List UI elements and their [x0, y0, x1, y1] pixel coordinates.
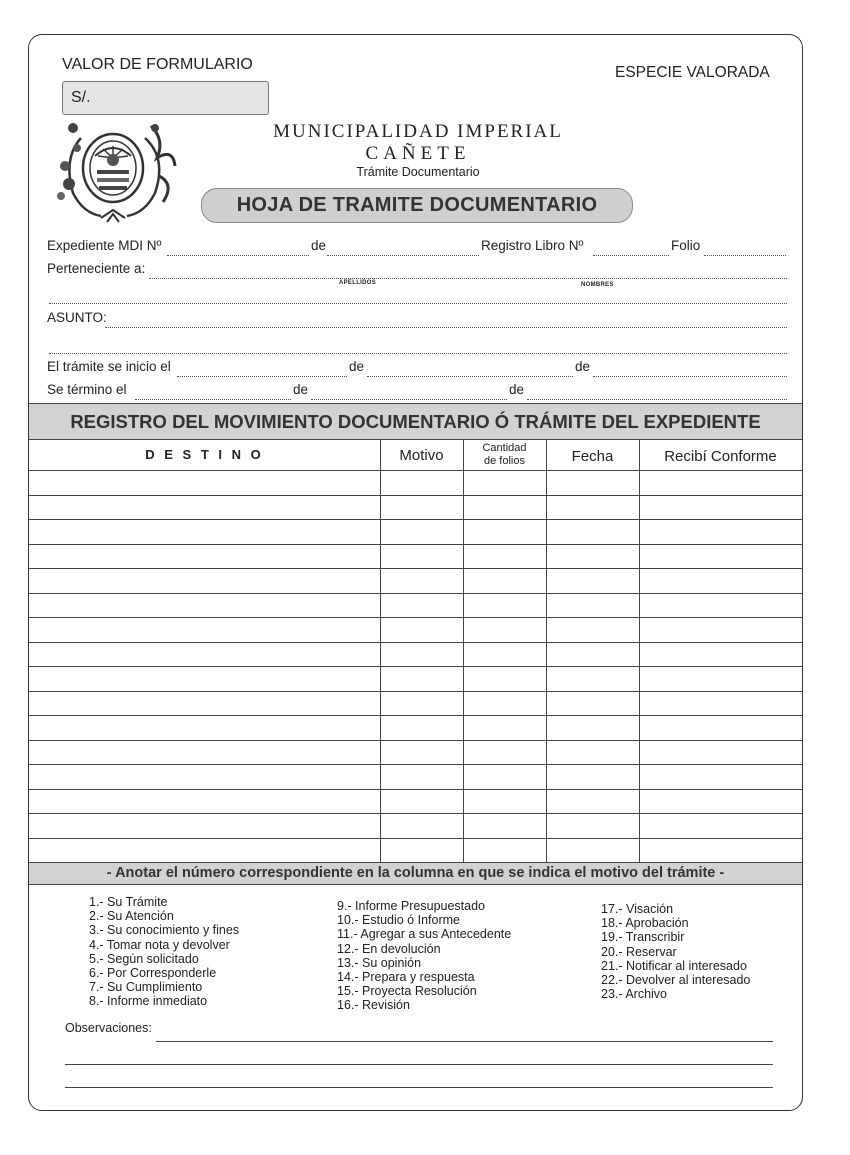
form-title-banner — [201, 188, 633, 223]
asunto-label: ASUNTO: — [47, 310, 107, 325]
table-row[interactable] — [29, 764, 802, 765]
motivo-note: - Anotar el número correspondiente en la columna en que se indica el motivo del trámite - — [106, 865, 725, 881]
de-label-3: de — [575, 359, 591, 374]
inicio-label: El trámite se inicio el — [47, 359, 171, 374]
asunto-field[interactable] — [105, 327, 787, 328]
table-row[interactable] — [29, 789, 802, 790]
table-row[interactable] — [29, 813, 802, 814]
motivo-item: 9.- Informe Presupuestado — [337, 899, 485, 913]
motivos-list-3 — [601, 902, 750, 1001]
termino-day-field[interactable] — [135, 399, 291, 400]
table-row[interactable] — [29, 715, 802, 716]
column-divider — [463, 439, 464, 862]
column-divider — [639, 439, 640, 862]
motivo-item: 5.- Según solicitado — [89, 951, 199, 966]
termino-month-field[interactable] — [311, 399, 507, 400]
termino-year-field[interactable] — [527, 399, 787, 400]
table-row[interactable] — [29, 617, 802, 618]
nombres-caption: NOMBRES — [581, 282, 614, 288]
motivo-item: 14.- Prepara y respuesta — [337, 970, 475, 985]
motivo-item: 10.- Estudio ó Informe — [337, 913, 460, 928]
motivo-item: 12.- En devolución — [337, 941, 441, 956]
motivo-item: 3.- Su conocimiento y fines — [89, 923, 240, 938]
motivo-item: 22.- Devolver al interesado — [601, 973, 751, 988]
motivos-list-1 — [89, 895, 239, 1009]
motivo-item: 19.- Transcribir — [601, 930, 685, 945]
asunto-field-line-2[interactable] — [49, 353, 787, 354]
observaciones-field-line-2[interactable] — [65, 1064, 773, 1065]
de-label-2: de — [349, 359, 365, 374]
header-motivo: Motivo — [399, 447, 444, 464]
table-row[interactable] — [29, 642, 802, 643]
registro-title: REGISTRO DEL MOVIMIENTO DOCUMENTARIO Ó TRÁMITE DEL EXPEDIENTE — [70, 411, 761, 432]
document-page — [28, 34, 803, 1111]
expediente-date-field[interactable] — [327, 255, 479, 256]
de-label-1: de — [311, 238, 327, 253]
table-row[interactable] — [29, 666, 802, 667]
registro-table — [29, 439, 802, 862]
department-subtitle: Trámite Documentario — [356, 165, 480, 179]
table-row[interactable] — [29, 740, 802, 741]
motivo-item: 15.- Proyecta Resolución — [337, 984, 477, 999]
perteneciente-label: Perteneciente a: — [47, 261, 146, 276]
valor-amount-field[interactable] — [62, 81, 269, 115]
perteneciente-field[interactable] — [149, 278, 787, 279]
motivo-item: 21.- Notificar al interesado — [601, 958, 747, 973]
motivo-item: 2.- Su Atención — [89, 909, 174, 924]
termino-label: Se término el — [47, 382, 127, 397]
form-title: HOJA DE TRAMITE DOCUMENTARIO — [236, 194, 598, 216]
table-row[interactable] — [29, 593, 802, 594]
motivo-item: 11.- Agregar a sus Antecedente — [337, 927, 512, 942]
table-row[interactable] — [29, 691, 802, 692]
note-banner — [29, 862, 802, 885]
header-cantidad-line2: de folios — [484, 455, 525, 467]
observaciones-field-line-3[interactable] — [65, 1087, 773, 1088]
motivo-item: 18.- Aprobación — [601, 916, 689, 931]
table-row[interactable] — [29, 470, 802, 471]
column-divider — [380, 439, 381, 862]
municipal-coat-of-arms-icon — [43, 118, 183, 226]
especie-valorada-label: ESPECIE VALORADA — [615, 64, 770, 81]
observaciones-label: Observaciones: — [65, 1021, 152, 1035]
motivo-item: 20.- Reservar — [601, 944, 677, 959]
registro-libro-field[interactable] — [593, 255, 669, 256]
motivo-item: 6.- Por Corresponderle — [89, 966, 217, 981]
apellidos-caption: APELLIDOS — [339, 280, 377, 286]
table-row[interactable] — [29, 544, 802, 545]
header-cantidad — [463, 442, 546, 468]
inicio-year-field[interactable] — [593, 376, 787, 377]
table-row[interactable] — [29, 519, 802, 520]
expediente-number-field[interactable] — [167, 255, 309, 256]
de-label-5: de — [509, 382, 525, 397]
header-fecha: Fecha — [571, 448, 614, 465]
motivo-item: 8.- Informe inmediato — [89, 994, 208, 1009]
motivo-item: 13.- Su opinión — [337, 955, 422, 970]
valor-formulario-label: VALOR DE FORMULARIO — [62, 56, 253, 73]
motivo-item: 7.- Su Cumplimiento — [89, 980, 203, 995]
inicio-day-field[interactable] — [177, 376, 347, 377]
table-row[interactable] — [29, 568, 802, 569]
institution-city: CAÑETE — [365, 143, 471, 164]
motivo-item: 16.- Revisión — [337, 998, 410, 1013]
folio-label: Folio — [671, 238, 701, 253]
inicio-month-field[interactable] — [367, 376, 573, 377]
header-cantidad-line1: Cantidad — [482, 442, 527, 454]
registro-banner — [29, 403, 802, 440]
institution-name: MUNICIPALIDAD IMPERIAL — [273, 121, 563, 142]
motivo-item: 17.- Visación — [601, 902, 674, 916]
de-label-4: de — [293, 382, 309, 397]
column-divider — [546, 439, 547, 862]
registro-libro-label: Registro Libro Nº — [481, 238, 584, 253]
motivos-list-2 — [337, 899, 511, 1013]
motivo-item: 1.- Su Trámite — [89, 895, 168, 909]
perteneciente-field-line-2[interactable] — [49, 303, 787, 304]
header-recibi: Recibí Conforme — [664, 448, 777, 465]
currency-prefix: S/. — [71, 89, 91, 106]
table-row[interactable] — [29, 495, 802, 496]
header-destino: D E S T I N O — [145, 447, 264, 462]
observaciones-field[interactable] — [156, 1041, 773, 1042]
folio-field[interactable] — [704, 255, 786, 256]
expediente-label: Expediente MDI Nº — [47, 238, 162, 253]
table-row[interactable] — [29, 838, 802, 839]
motivo-item: 4.- Tomar nota y devolver — [89, 937, 230, 952]
motivo-item: 23.- Archivo — [601, 987, 668, 1002]
